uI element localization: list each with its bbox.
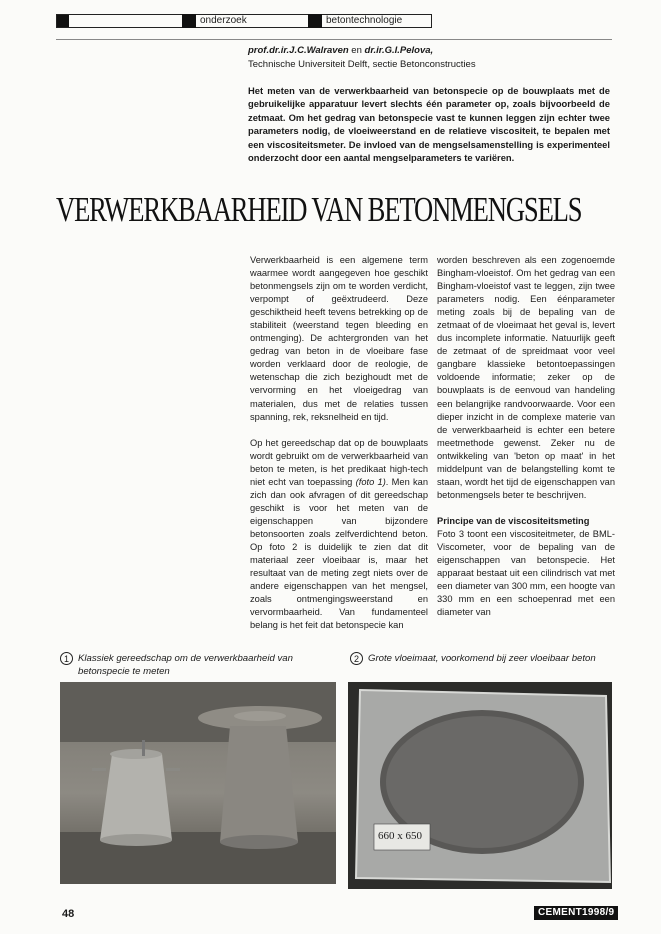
affiliation: Technische Universiteit Delft, sectie Betonconstructies xyxy=(248,59,476,70)
intro-paragraph: Het meten van de verwerkbaarheid van betonspecie op de bouwplaats met de gebruikelijke apparatuur levert slechts één parameter op, zoals bijvoorbeeld de zetmaat. Om het gedrag van betonspecie vast te kunnen leggen zijn echter twee parameters nodig, de vloeiweerstand en de relatieve viscositeit, te bepalen met een viscositeitsmeter. De invloed van de mengselsamenstelling is experimenteel onderzocht door een aantal mengselparameters te variëren. xyxy=(248,85,610,164)
paragraph-4: Foto 3 toont een viscositeitmeter, de BML-Viscometer, voor de bepaling van de eigenschappen van betonspecie. Het apparaat bestaat uit een cilindrisch vat met een diameter van 300 mm, een hoogte van 330 mm en een schoepenrad met een diameter van xyxy=(437,528,615,618)
paragraph-2 xyxy=(250,437,428,633)
photo-2-label: 660 x 650 xyxy=(378,830,422,842)
caption-2-text: Grote vloeimaat, voorkomend bij zeer vloeibaar beton xyxy=(368,653,596,664)
body-column-1 xyxy=(250,254,428,632)
article-title: VERWERKBAARHEID VAN BETONMENGSELS xyxy=(56,190,582,229)
header-block-right xyxy=(308,14,322,28)
photo-reference: (foto 1) xyxy=(355,476,386,487)
caption-1-text: Klassiek gereedschap om de verwerkbaarheid van betonspecie te meten xyxy=(78,653,293,677)
paragraph-2a: Op het gereedschap dat op de bouwplaats wordt gebruikt om de verwerkbaarheid van beton te meten, is het predikaat high-tech niet echt van toepassing xyxy=(250,437,428,487)
photo-2-illustration xyxy=(348,682,612,889)
header-topic: betontechnologie xyxy=(326,15,403,26)
photo-slump-cone xyxy=(60,682,336,884)
author-a: prof.dr.ir.J.C.Walraven xyxy=(248,45,349,56)
journal-badge: CEMENT1998/9 xyxy=(534,906,618,920)
paragraph-2b: . Men kan zich dan ook afvragen of dit gereedschap geschikt is voor het meten van de eigenschappen van bijzondere betonsoorten zoals zelfverdichtend beton. Op foto 2 is duidelijk te zien dat dit materiaal zeer vloeibaar is, maar het resultaat van de meting zegt niets over de andere eigenschappen van het mengsel, zoals ontmengingsweerstand en vervormbaarheid. xyxy=(250,476,429,618)
body-column-2 xyxy=(437,254,615,619)
caption-2-number: 2 xyxy=(350,652,363,665)
paragraph-3-continued: worden beschreven als een zogenoemde Bingham-vloeistof. Om het gedrag van een Bingham-vloeistof vast te leggen, zijn twee parameters nodig. Een éénparameter meting zoals bij de bepaling van de zetmaat of de vloeimaat het geval is, levert dus incomplete informatie. Natuurlijk geeft de zetmaat of de spreidmaat voor veel gangbare klassieke betontoepassingen voldoende informatie; zeker op de bouwplaats is de eenvoud van handeling een belangrijke randvoorwaarde. Voor een dieper inzicht in de complexe materie van de verwerkbaarheid is echter een betere meetmethode gewenst. Zeker nu de ontwikkeling van 'beton op maat' in het middelpunt van de belangstelling komt te staan, wordt het tijd de eigenschappen van betonmengsels beter te beschrijven. xyxy=(437,255,615,500)
paragraph-3: Van fundamenteel belang is het feit dat betonspecie kan xyxy=(250,607,428,631)
header-block-mid xyxy=(182,14,196,28)
section-heading: Principe van de viscositeitsmeting xyxy=(437,515,590,526)
photo-1-illustration xyxy=(60,682,336,884)
header-section: onderzoek xyxy=(200,15,247,26)
header-rule xyxy=(56,39,612,40)
photo-flow-spread xyxy=(348,682,612,889)
author-b: dr.ir.G.I.Pelova, xyxy=(364,45,434,56)
paragraph-1: Verwerkbaarheid is een algemene term waarmee wordt aangegeven hoe geschikt betonmengsels zijn om te worden verdicht, verpompt of geëxtrudeerd. Deze geschiktheid heeft tevens betrekking op de stabiliteit (weerstand tegen bleeding en ontmenging). De achtergronden van het gedrag van beton in de vloeibare fase worden verklaard door de reologie, de wetenschap die zich bezighoudt met de vervorming en het vloeigedrag van materialen, dus met de relaties tussen spanning, rek, reksnelheid en tijd. xyxy=(250,255,428,422)
page-number: 48 xyxy=(62,908,75,920)
author-line xyxy=(248,44,433,57)
caption-1-number: 1 xyxy=(60,652,73,665)
author-conj: en xyxy=(348,45,365,56)
